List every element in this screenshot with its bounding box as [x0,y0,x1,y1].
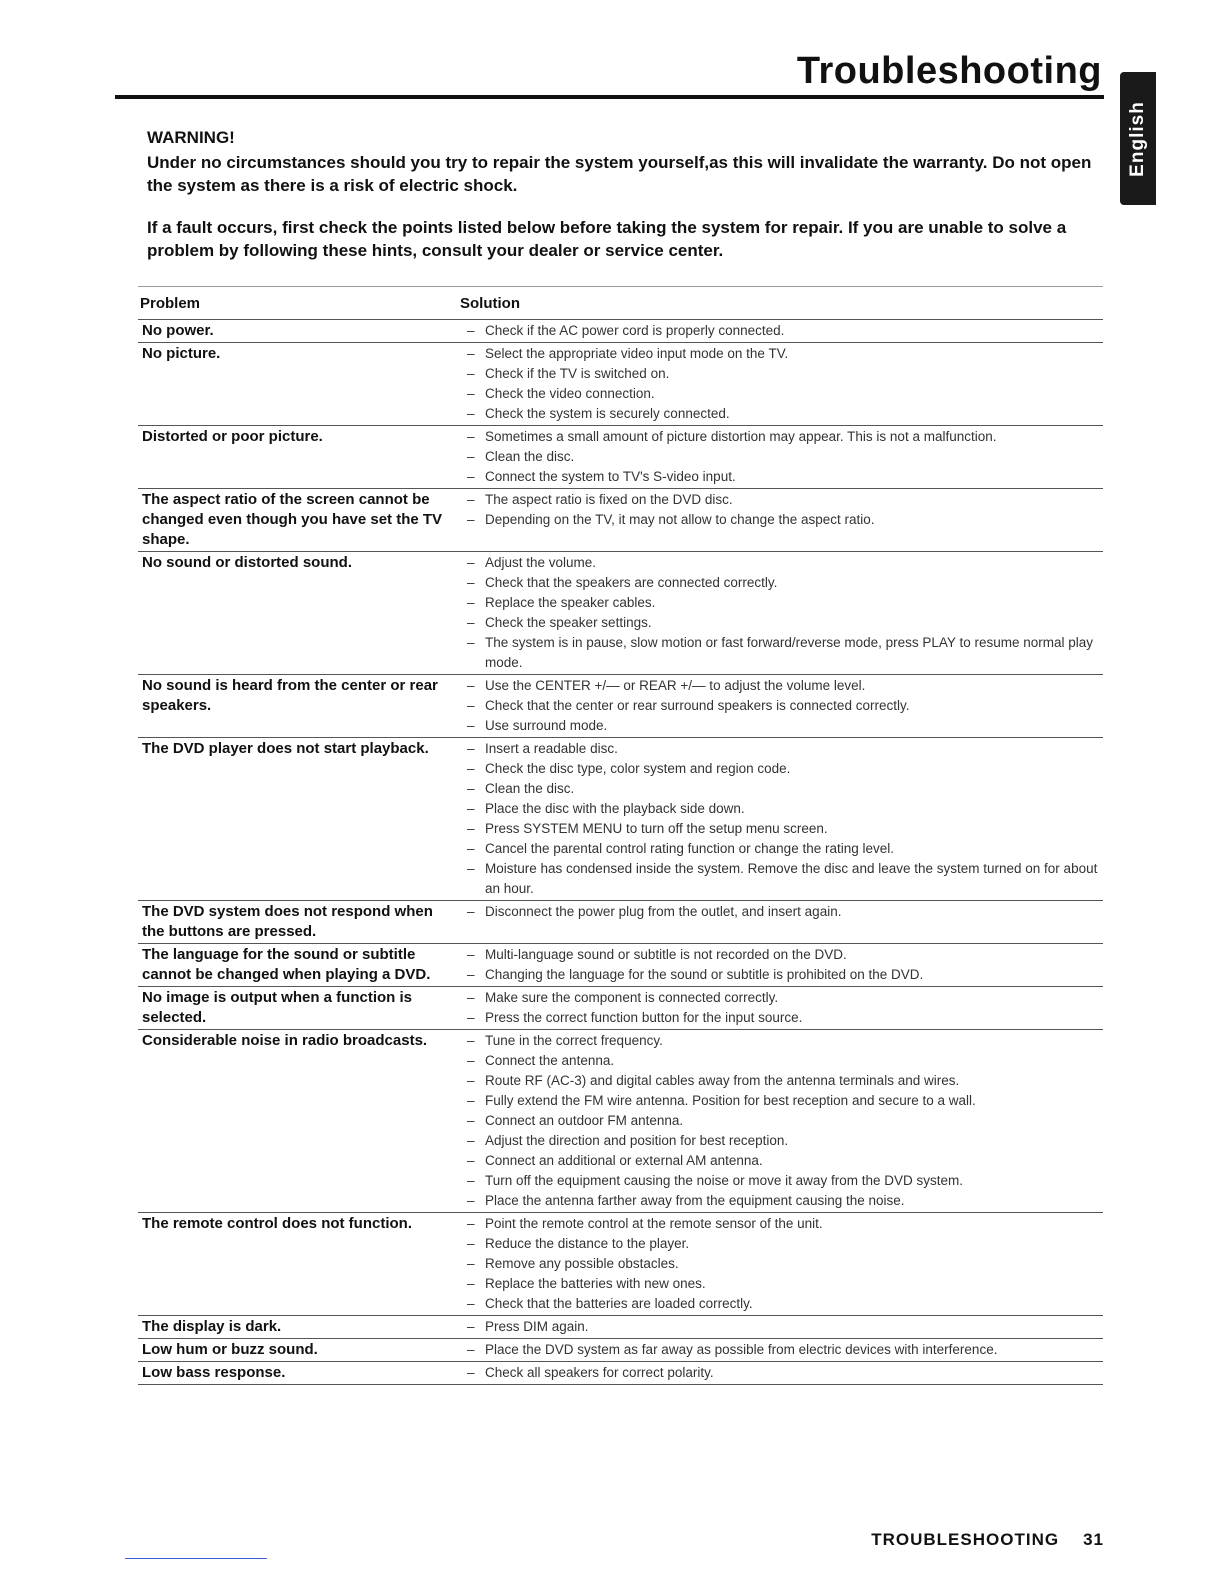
solution-item [455,839,1103,859]
solution-text: Check all speakers for correct polarity. [485,1365,714,1380]
dash-bullet: – [467,635,475,650]
solution-cell [455,320,1103,343]
dash-bullet: – [467,429,475,444]
solution-text: Clean the disc. [485,449,575,464]
solution-text: Press SYSTEM MENU to turn off the setup menu screen. [485,821,828,836]
dash-bullet: – [467,1276,475,1291]
solution-item [455,447,1103,467]
language-tab [1120,72,1156,205]
problem-cell: Considerable noise in radio broadcasts. [138,1030,455,1213]
solution-text: Press the correct function button for the input source. [485,1010,803,1025]
table-row [138,1213,1103,1316]
solution-item [455,739,1103,759]
dash-bullet: – [467,781,475,796]
dash-bullet: – [467,346,475,361]
dash-bullet: – [467,990,475,1005]
solution-text: Remove any possible obstacles. [485,1256,679,1271]
solution-text: Make sure the component is connected correctly. [485,990,779,1005]
dash-bullet: – [467,967,475,982]
solution-cell [455,675,1103,738]
solution-cell [455,987,1103,1030]
solution-item [455,364,1103,384]
solution-text: Check if the TV is switched on. [485,366,670,381]
warning-block [147,126,1107,197]
table-body [138,320,1103,1385]
table-row [138,901,1103,944]
solution-item [455,553,1103,573]
solution-cell [455,901,1103,944]
solution-text: Cancel the parental control rating function or change the rating level. [485,841,895,856]
table-row [138,944,1103,987]
solution-item [455,1254,1103,1274]
solution-item [455,945,1103,965]
solution-item [455,1091,1103,1111]
solution-item [455,1071,1103,1091]
solution-item [455,1274,1103,1294]
problem-cell: No sound is heard from the center or rear speakers. [138,675,455,738]
table-row [138,426,1103,489]
dash-bullet: – [467,575,475,590]
solution-item [455,859,1103,899]
dash-bullet: – [467,1053,475,1068]
solution-cell [455,738,1103,901]
footer-section-label: TROUBLESHOOTING [871,1530,1060,1549]
solution-text: Multi-language sound or subtitle is not recorded on the DVD. [485,947,847,962]
solution-text: Sometimes a small amount of picture distortion may appear. This is not a malfunction. [485,429,997,444]
table-row [138,1362,1103,1385]
page-title: Troubleshooting [796,50,1102,92]
solution-item [455,902,1103,922]
page-footer [871,1530,1104,1550]
warning-heading: WARNING! [147,128,235,147]
dash-bullet: – [467,904,475,919]
solution-text: The aspect ratio is fixed on the DVD disc. [485,492,733,507]
solution-item [455,988,1103,1008]
dash-bullet: – [467,366,475,381]
solution-item [455,633,1103,673]
solution-text: Replace the speaker cables. [485,595,656,610]
table-row [138,489,1103,552]
dash-bullet: – [467,1173,475,1188]
problem-cell: Low bass response. [138,1362,455,1385]
solution-cell [455,1316,1103,1339]
solution-item [455,716,1103,736]
dash-bullet: – [467,1010,475,1025]
solution-text: Replace the batteries with new ones. [485,1276,706,1291]
solution-item [455,819,1103,839]
solution-text: Use the CENTER +/— or REAR +/— to adjust the volume level. [485,678,866,693]
problem-cell: The DVD system does not respond when the buttons are pressed. [138,901,455,944]
solution-text: Changing the language for the sound or subtitle is prohibited on the DVD. [485,967,924,982]
solution-item [455,1214,1103,1234]
problem-cell: Low hum or buzz sound. [138,1339,455,1362]
table-header-row [138,287,1103,320]
dash-bullet: – [467,1365,475,1380]
dash-bullet: – [467,861,475,876]
dash-bullet: – [467,1133,475,1148]
dash-bullet: – [467,1033,475,1048]
problem-cell: No picture. [138,343,455,426]
solution-item [455,510,1103,530]
table-row [138,320,1103,343]
solution-item [455,593,1103,613]
solution-item [455,427,1103,447]
solution-item [455,1131,1103,1151]
solution-text: Point the remote control at the remote sensor of the unit. [485,1216,823,1231]
solution-text: Place the disc with the playback side down. [485,801,745,816]
dash-bullet: – [467,469,475,484]
dash-bullet: – [467,323,475,338]
solution-cell [455,552,1103,675]
problem-cell: The display is dark. [138,1316,455,1339]
solution-text: Clean the disc. [485,781,575,796]
dash-bullet: – [467,1153,475,1168]
intro-text: If a fault occurs, first check the points listed below before taking the system for repair. If you are unable to solve a problem by following these hints, consult your dealer or service center. [147,218,1067,260]
solution-text: Insert a readable disc. [485,741,618,756]
solution-cell [455,944,1103,987]
solution-item [455,1317,1103,1337]
page-number: 31 [1083,1530,1104,1549]
solution-text: Reduce the distance to the player. [485,1236,690,1251]
solution-cell [455,426,1103,489]
solution-text: Route RF (AC-3) and digital cables away from the antenna terminals and wires. [485,1073,960,1088]
dash-bullet: – [467,555,475,570]
solution-item [455,613,1103,633]
dash-bullet: – [467,386,475,401]
problem-cell: The remote control does not function. [138,1213,455,1316]
solution-item [455,799,1103,819]
solution-item [455,321,1103,341]
solution-text: Place the DVD system as far away as possible from electric devices with interference. [485,1342,998,1357]
language-tab-label: English [1127,100,1148,177]
troubleshooting-table [138,286,1103,1385]
solution-text: Tune in the correct frequency. [485,1033,663,1048]
problem-cell: No power. [138,320,455,343]
dash-bullet: – [467,1073,475,1088]
solution-text: Check the system is securely connected. [485,406,730,421]
dash-bullet: – [467,595,475,610]
problem-cell: No image is output when a function is selected. [138,987,455,1030]
solution-item [455,676,1103,696]
table-row [138,1316,1103,1339]
dash-bullet: – [467,1236,475,1251]
solution-text: Check that the center or rear surround speakers is connected correctly. [485,698,910,713]
solution-item [455,1234,1103,1254]
solution-item [455,404,1103,424]
solution-item [455,573,1103,593]
solution-cell [455,343,1103,426]
solution-text: Connect an additional or external AM antenna. [485,1153,763,1168]
dash-bullet: – [467,1093,475,1108]
solution-item [455,490,1103,510]
table-row [138,987,1103,1030]
dash-bullet: – [467,512,475,527]
solution-item [455,1363,1103,1383]
dash-bullet: – [467,801,475,816]
dash-bullet: – [467,449,475,464]
solution-item [455,1151,1103,1171]
problem-cell: Distorted or poor picture. [138,426,455,489]
table-row [138,1339,1103,1362]
dash-bullet: – [467,1342,475,1357]
footer-rule [125,1558,267,1559]
dash-bullet: – [467,761,475,776]
dash-bullet: – [467,406,475,421]
solution-item [455,779,1103,799]
solution-cell [455,1339,1103,1362]
solution-column-header: Solution [455,287,1103,320]
table-row [138,552,1103,675]
solution-item [455,1171,1103,1191]
solution-item [455,384,1103,404]
title-rule [115,95,1104,99]
solution-item [455,759,1103,779]
dash-bullet: – [467,1113,475,1128]
solution-cell [455,1030,1103,1213]
dash-bullet: – [467,1216,475,1231]
solution-text: Fully extend the FM wire antenna. Position for best reception and secure to a wall. [485,1093,976,1108]
dash-bullet: – [467,1319,475,1334]
solution-text: Connect an outdoor FM antenna. [485,1113,684,1128]
dash-bullet: – [467,615,475,630]
solution-text: Place the antenna farther away from the equipment causing the noise. [485,1193,905,1208]
dash-bullet: – [467,1193,475,1208]
solution-text: The system is in pause, slow motion or fast forward/reverse mode, press PLAY to resume normal play mode. [485,635,1094,670]
solution-cell [455,489,1103,552]
solution-text: Select the appropriate video input mode on the TV. [485,346,789,361]
solution-item [455,965,1103,985]
dash-bullet: – [467,678,475,693]
problem-cell: The language for the sound or subtitle cannot be changed when playing a DVD. [138,944,455,987]
solution-item [455,344,1103,364]
problem-cell: The aspect ratio of the screen cannot be changed even though you have set the TV shape. [138,489,455,552]
solution-text: Use surround mode. [485,718,608,733]
table-row [138,1030,1103,1213]
problem-column-header: Problem [138,287,455,320]
dash-bullet: – [467,1296,475,1311]
solution-text: Check the disc type, color system and region code. [485,761,791,776]
solution-item [455,696,1103,716]
solution-text: Adjust the volume. [485,555,597,570]
dash-bullet: – [467,841,475,856]
dash-bullet: – [467,947,475,962]
solution-item [455,1111,1103,1131]
problem-cell: No sound or distorted sound. [138,552,455,675]
solution-text: Connect the system to TV's S-video input. [485,469,736,484]
solution-cell [455,1362,1103,1385]
solution-item [455,1031,1103,1051]
solution-text: Check that the batteries are loaded correctly. [485,1296,753,1311]
solution-text: Check the speaker settings. [485,615,652,630]
table-row [138,343,1103,426]
solution-item [455,1340,1103,1360]
solution-text: Depending on the TV, it may not allow to change the aspect ratio. [485,512,875,527]
solution-text: Check that the speakers are connected correctly. [485,575,778,590]
table-row [138,675,1103,738]
dash-bullet: – [467,741,475,756]
dash-bullet: – [467,718,475,733]
solution-text: Check the video connection. [485,386,655,401]
solution-item [455,467,1103,487]
solution-text: Adjust the direction and position for best reception. [485,1133,789,1148]
solution-text: Disconnect the power plug from the outlet, and insert again. [485,904,842,919]
dash-bullet: – [467,698,475,713]
solution-text: Connect the antenna. [485,1053,615,1068]
solution-item [455,1294,1103,1314]
solution-cell [455,1213,1103,1316]
solution-item [455,1051,1103,1071]
dash-bullet: – [467,821,475,836]
warning-text: Under no circumstances should you try to repair the system yourself,as this will invalidate the warranty. Do not open the system as there is a risk of electric shock. [147,153,1092,195]
solution-text: Check if the AC power cord is properly connected. [485,323,785,338]
solution-text: Press DIM again. [485,1319,589,1334]
table-row [138,738,1103,901]
dash-bullet: – [467,1256,475,1271]
dash-bullet: – [467,492,475,507]
solution-text: Moisture has condensed inside the system. Remove the disc and leave the system turned on for about an hour. [485,861,1098,896]
solution-item [455,1191,1103,1211]
solution-item [455,1008,1103,1028]
solution-text: Turn off the equipment causing the noise or move it away from the DVD system. [485,1173,963,1188]
problem-cell: The DVD player does not start playback. [138,738,455,901]
